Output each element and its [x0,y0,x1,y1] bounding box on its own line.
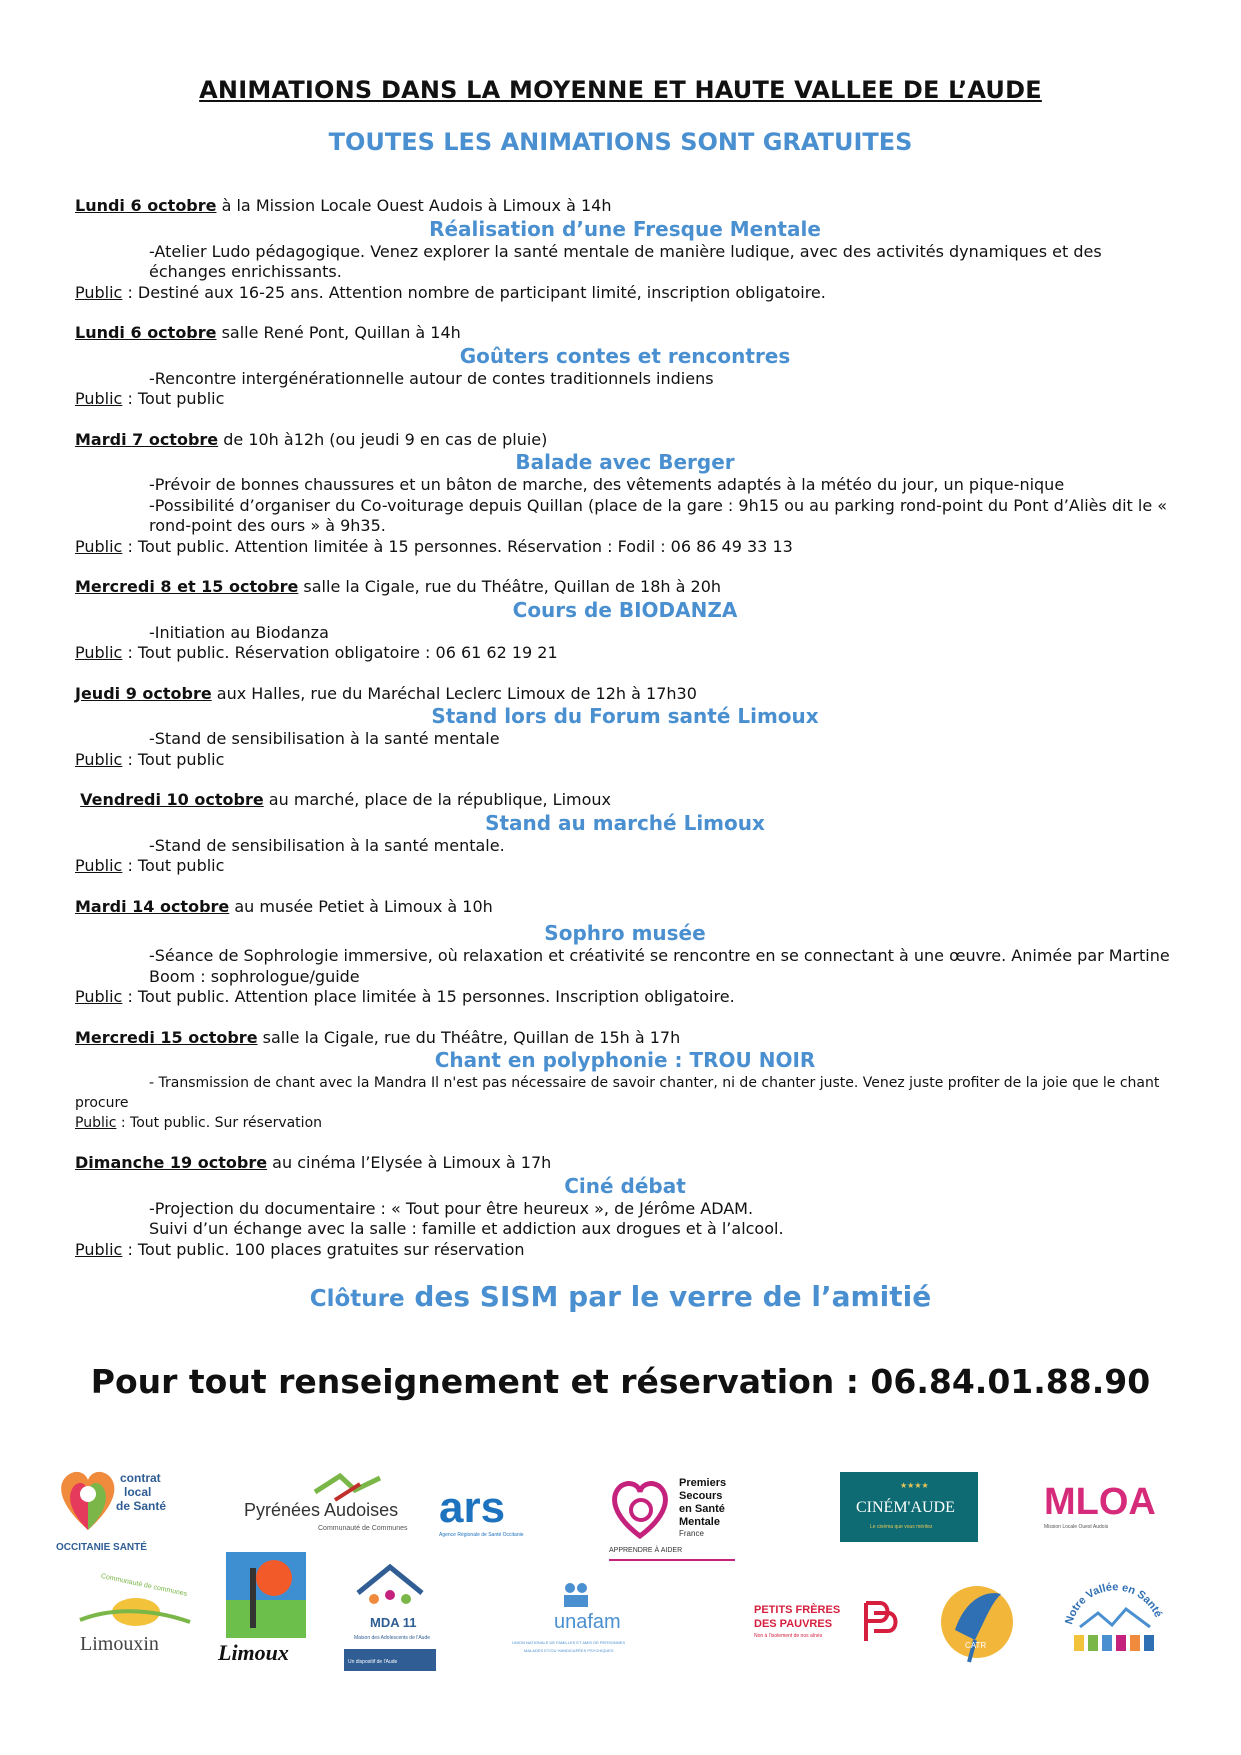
pssm-caption: APPRENDRE À AIDER [609,1547,683,1554]
event-header [75,577,1175,598]
public-label: Public [75,987,123,1006]
pf-line2: DES PAUVRES [754,1618,833,1630]
ars-name: ars [439,1483,506,1532]
limouxin-arc: Communauté de communes [100,1572,188,1599]
logo-unafam [510,1578,660,1668]
event-place: aux Halles, rue du Maréchal Leclerc Limoux de 12h à 17h30 [211,683,697,703]
closing-part1: Clôture [309,1286,405,1312]
event-header [75,1153,1175,1174]
event-day: Vendredi 10 octobre [80,790,264,809]
event-item [75,323,1175,410]
public-label: Public [75,1115,117,1131]
cinemaude-logo-icon [840,1472,978,1542]
unafam-name: unafam [554,1611,621,1633]
event-title: Chant en polyphonie : TROU NOIR [434,1048,816,1072]
event-title: Stand lors du Forum santé Limoux [431,704,819,728]
event-day: Mercredi 15 octobre [75,1027,258,1047]
svg-text:★★★★: ★★★★ [900,1481,929,1490]
event-public [75,856,1175,877]
event-header [75,897,1175,918]
public-text: : Tout public [122,856,225,875]
pssm-line4: Mentale [679,1516,720,1528]
pyrenees-name: Pyrénées Audoises [244,1500,399,1520]
event-header [75,790,1175,811]
event-item [75,1153,1175,1260]
public-label: Public [75,536,123,556]
pssm-heart-icon [605,1474,755,1564]
event-item [75,577,1175,664]
event-place: salle René Pont, Quillan à 14h [216,323,461,342]
event-place: salle la Cigale, rue du Théâtre, Quillan de 15h à 17h [257,1027,681,1047]
cls-line2: local [124,1485,152,1499]
event-description: -Stand de sensibilisation à la santé mentale [149,729,500,748]
nvs-logo-icon [1060,1565,1170,1665]
ars-logo-icon [435,1478,535,1548]
event-day: Jeudi 9 octobre [75,683,212,703]
logo-mloa [1040,1470,1160,1540]
event-title: Balade avec Berger [515,450,735,474]
cls-caption: OCCITANIE SANTÉ [56,1542,147,1553]
logo-catr [935,1570,1020,1670]
closing-line [0,1280,1241,1313]
logo-contrat-local-sante [50,1460,200,1555]
logo-pyrenees-audoises [240,1470,430,1540]
public-label: Public [75,643,123,662]
petits-freres-logo-icon [750,1595,900,1655]
public-text: : Tout public [122,749,225,769]
mda-band: Un dispositif de l'Aude [348,1659,398,1665]
event-day: Mardi 14 octobre [75,896,230,916]
event-day: Dimanche 19 octobre [75,1153,268,1172]
unafam-caption1: UNION NATIONALE DE FAMILLES ET AMIS DE PERSONNES [512,1640,625,1645]
mda-house-icon [340,1555,440,1675]
event-public [75,750,1175,771]
logo-limouxin [70,1568,200,1658]
mda-caption: Maison des Adolescents de l'Aude [354,1635,431,1641]
event-description: - Transmission de chant avec la Mandra Il n'est pas nécessaire de savoir chanter, ni de chanter juste. Venez juste profiter de la joie que le chant procure [75,1075,1160,1111]
cls-line3: de Santé [116,1499,167,1513]
svg-text:Notre Vallée en Santé [1063,1581,1164,1626]
event-public [75,537,1175,558]
public-label: Public [75,1239,123,1259]
logo-petits-freres [750,1595,900,1655]
pf-line1: PETITS FRÈRES [754,1604,841,1616]
cls-line1: contrat [120,1471,161,1485]
mda-name: MDA 11 [370,1615,417,1630]
limouxin-name: Limouxin [80,1633,159,1655]
logo-cinemaude [840,1472,978,1542]
event-description: -Rencontre intergénérationnelle autour de contes traditionnels indiens [149,368,714,388]
event-description: -Stand de sensibilisation à la santé mentale. [149,835,505,855]
event-description: -Projection du documentaire : « Tout pour être heureux », de Jérôme ADAM. [149,1198,754,1218]
pssm-line2: Secours [679,1490,723,1502]
public-label: Public [75,282,123,302]
public-text: : Tout public. 100 places gratuites sur réservation [122,1239,525,1259]
event-place: au musée Petiet à Limoux à 10h [229,896,493,916]
public-text: : Tout public. Attention place limitée à 15 personnes. Inscription obligatoire. [122,987,735,1006]
cinemaude-name: CINÉM'AUDE [856,1499,955,1516]
catr-name: CATR [965,1641,987,1650]
event-public [75,1240,1175,1261]
logo-ars [435,1478,535,1548]
event-public [75,987,1175,1008]
unafam-people-icon [510,1578,660,1668]
logo-mda11 [340,1555,440,1675]
event-day: Mardi 7 octobre [75,429,219,449]
event-day: Mercredi 8 et 15 octobre [75,577,299,596]
event-header [75,430,1175,451]
event-title: Réalisation d’une Fresque Mentale [429,216,821,241]
event-place: au marché, place de la république, Limoux [263,790,612,809]
partner-logos [40,1460,1200,1710]
event-title: Sophro musée [544,921,706,945]
event-place: salle la Cigale, rue du Théâtre, Quillan de 18h à 20h [298,577,722,596]
limouxin-logo-icon [70,1568,200,1658]
public-label: Public [75,856,123,875]
pyrenees-mountain-icon [240,1470,430,1540]
event-place: de 10h à12h (ou jeudi 9 en cas de pluie) [218,429,548,449]
event-description: -Possibilité d’organiser du Co-voiturage depuis Quillan (place de la gare : 9h15 ou au parking rond-point du Pont d’Aliès dit le « rond-point des ours » à 9h35. [149,495,1168,535]
pssm-line1: Premiers [679,1477,727,1489]
closing-part2: des SISM par le verre de l’amitié [404,1280,932,1313]
events-list [75,196,1175,1280]
event-place: à la Mission Locale Ouest Audois à Limoux à 14h [216,196,612,215]
pf-caption: Non à l'isolement de nos aînés [754,1633,823,1639]
catr-bird-icon [935,1570,1020,1670]
main-title: ANIMATIONS DANS LA MOYENNE ET HAUTE VALLEE DE L’AUDE [199,76,1042,104]
pssm-line3: en Santé [679,1503,725,1515]
event-title: Stand au marché Limoux [485,810,765,835]
event-public [75,1113,1175,1133]
event-public [75,643,1175,664]
event-title: Goûters contes et rencontres [459,343,791,368]
free-events-subtitle: TOUTES LES ANIMATIONS SONT GRATUITES [328,128,913,156]
event-header [75,323,1175,344]
pssm-line5: France [679,1529,704,1538]
event-description: -Prévoir de bonnes chaussures et un bâton de marche, des vêtements adaptés à la météo du jour, un pique-nique [149,475,1065,494]
pyrenees-caption: Communauté de Communes [318,1525,408,1532]
event-item [75,790,1175,877]
ars-caption: Agence Régionale de Santé Occitanie [439,1532,524,1538]
public-text: : Tout public. Sur réservation [116,1115,323,1131]
mloa-logo-icon [1040,1470,1160,1540]
event-header [75,1028,1175,1049]
limoux-logo-icon [212,1548,322,1668]
logo-limoux [212,1548,322,1668]
event-title: Ciné débat [564,1173,686,1198]
event-item [75,897,1175,1008]
event-item [75,684,1175,771]
limoux-name: Limoux [218,1640,289,1665]
event-header [75,684,1175,705]
logo-premiers-secours [605,1474,755,1564]
logo-notre-vallee-sante [1060,1565,1170,1665]
event-item [75,430,1175,558]
event-description: -Initiation au Biodanza [149,622,329,642]
event-place: au cinéma l’Elysée à Limoux à 17h [267,1153,552,1172]
public-text: : Tout public [122,389,225,408]
public-text: : Destiné aux 16-25 ans. Attention nombre de participant limité, inscription obligatoire. [122,282,826,302]
mloa-caption: Mission Locale Ouest Audois [1044,1524,1109,1530]
public-text: : Tout public. Attention limitée à 15 personnes. Réservation : Fodil : 06 86 49 33 13 [122,536,793,556]
event-description: -Séance de Sophrologie immersive, où relaxation et créativité se rencontre en se connectant à une œuvre. Animée par Martine Boom : sophrologue/guide [149,946,1170,986]
event-day: Lundi 6 octobre [75,323,217,342]
event-header [75,196,1175,217]
event-item [75,1028,1175,1134]
mloa-name: MLOA [1044,1481,1156,1523]
event-day: Lundi 6 octobre [75,196,217,215]
event-item [75,196,1175,303]
unafam-caption2: MALADES ET/OU HANDICAPÉES PSYCHIQUES [524,1648,614,1653]
public-label: Public [75,389,123,408]
event-description: -Atelier Ludo pédagogique. Venez explorer la santé mentale de manière ludique, avec des activités dynamiques et des échanges enrichissants. [149,241,1102,281]
event-title: Cours de BIODANZA [512,597,738,622]
event-description: Suivi d’un échange avec la salle : famille et addiction aux drogues et à l’alcool. [149,1219,784,1238]
cls-heart-pin-icon [50,1460,200,1555]
nvs-name: Notre Vallée en Santé [1063,1581,1165,1626]
public-text: : Tout public. Réservation obligatoire : 06 61 62 19 21 [122,643,558,662]
cinemaude-caption: Le cinéma que vous méritez [870,1524,933,1530]
contact-line: Pour tout renseignement et réservation : 06.84.01.88.90 [90,1362,1151,1401]
event-public [75,283,1175,304]
public-label: Public [75,749,123,769]
event-public [75,389,1175,410]
